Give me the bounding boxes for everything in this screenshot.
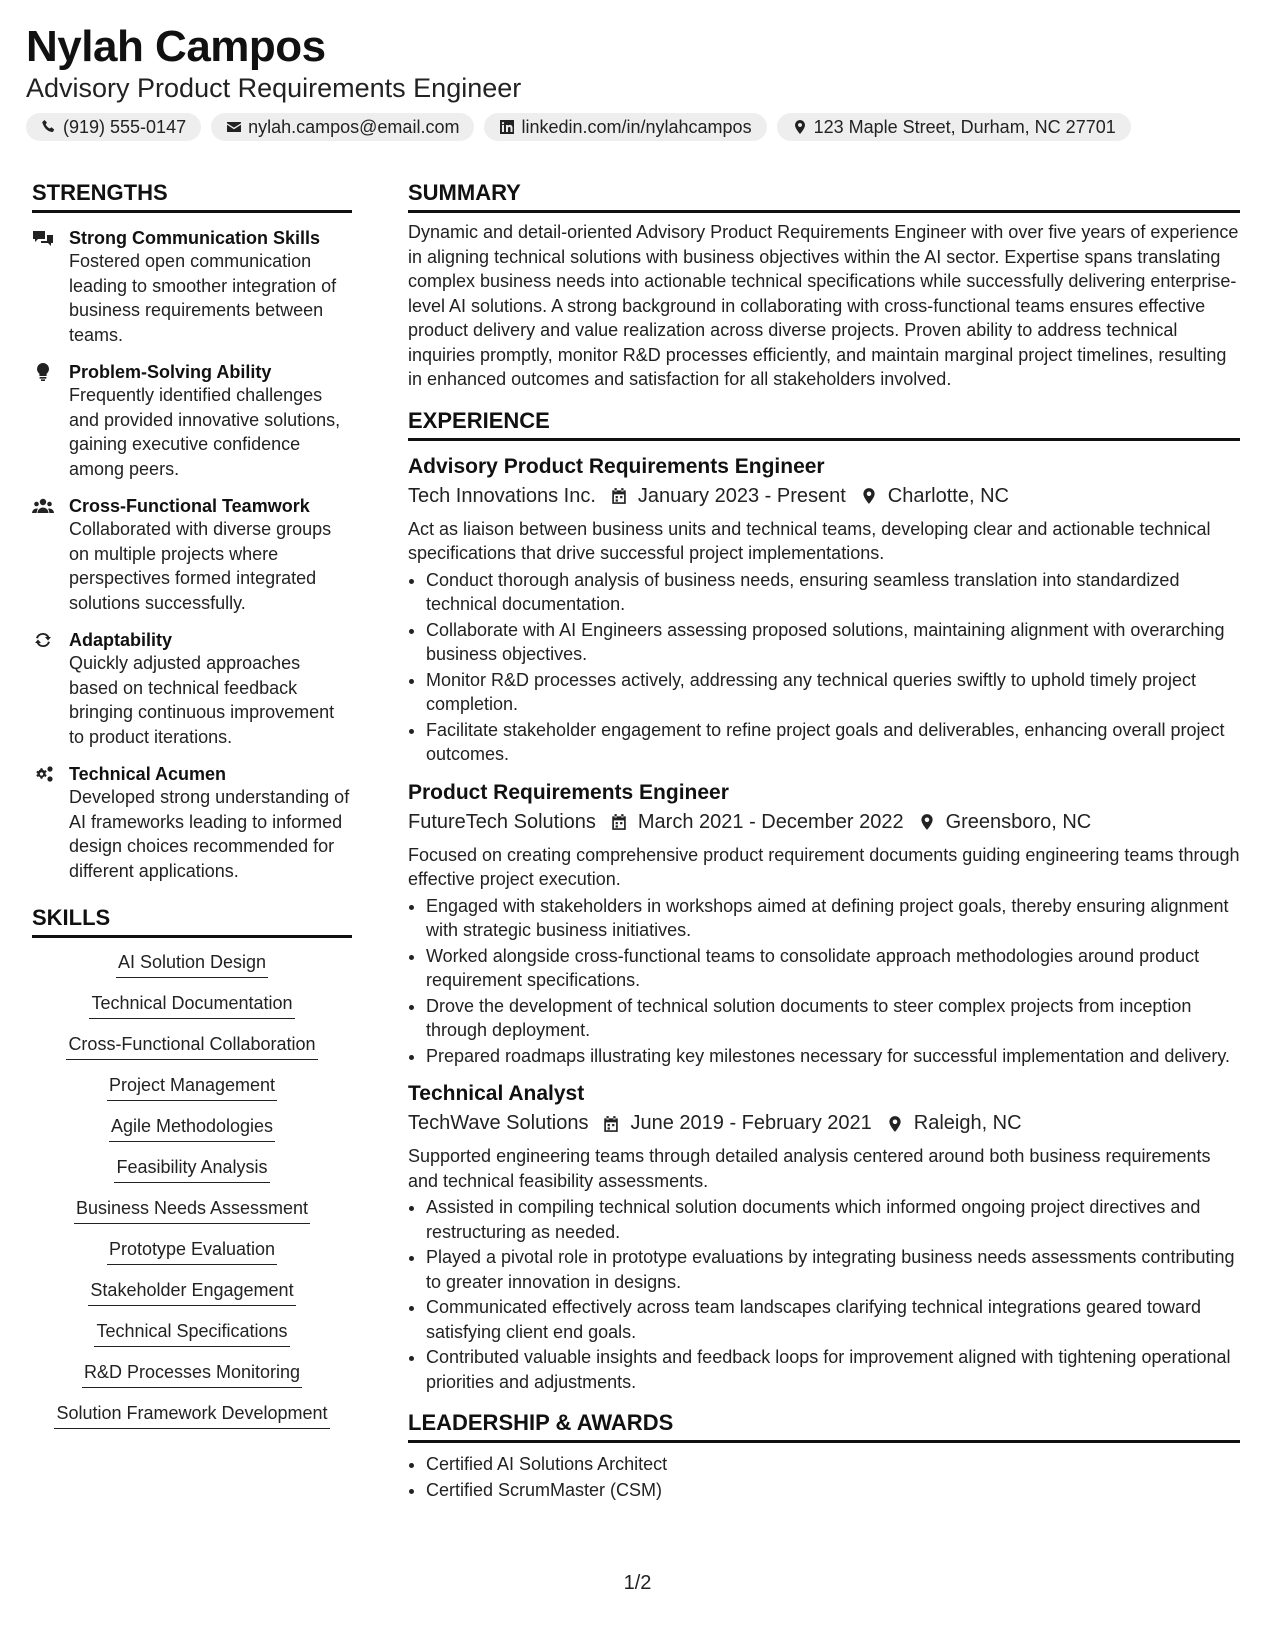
job-bullets [408, 1195, 1240, 1394]
awards-list [408, 1452, 1240, 1502]
job-location: Greensboro, NC [945, 810, 1092, 833]
contact-email-text: nylah.campos@email.com [248, 116, 460, 137]
job-company: TechWave Solutions [408, 1112, 589, 1134]
job-bullet: • Drove the development of technical solution documents to steer complex projects from inception through deployment. [426, 994, 1240, 1043]
strength-title: Technical Acumen [69, 764, 227, 784]
job-dates: March 2021 - December 2022 [637, 810, 904, 833]
cogs-icon [32, 765, 54, 783]
contact-linkedin[interactable] [484, 113, 766, 141]
job-bullets [408, 894, 1240, 1069]
strength-desc: Fostered open communication leading to smoother integration of business requirements between teams. [69, 251, 337, 345]
strength-title: Adaptability [69, 630, 173, 650]
left-column [32, 180, 352, 1444]
strength-desc: Frequently identified challenges and provided innovative solutions, gaining executive confidence among peers. [69, 385, 341, 479]
strength-desc: Quickly adjusted approaches based on technical feedback bringing continuous improvement to product iterations. [69, 653, 335, 747]
contact-phone-text: (919) 555-0147 [63, 116, 187, 137]
skills-list [32, 952, 352, 1429]
job-location: Charlotte, NC [887, 484, 1009, 507]
right-column [408, 180, 1240, 1503]
job-bullet: • Assisted in compiling technical solution documents which informed ongoing project directives and restructuring as needed. [426, 1195, 1240, 1244]
map-pin-icon [792, 119, 808, 135]
skills-heading: SKILLS [32, 905, 352, 938]
job-dates: January 2023 - Present [637, 484, 846, 507]
envelope-icon [226, 119, 242, 135]
skill-item: Technical Specifications [32, 1321, 352, 1347]
summary-text: Dynamic and detail-oriented Advisory Product Requirements Engineer with over five years of experience in aligning technical solutions with business objectives within the AI sector. Expertise spans translating complex business needs into actionable technical specifications while successfully delivering enterprise-level AI solutions. A strong background in collaborating with cross-functional teams ensures effective product delivery and value realization across diverse projects. Proven ability to address technical inquiries promptly, monitor R&D processes efficiently, and maintain marginal project timelines, resulting in enhanced outcomes and satisfaction for all stakeholders involved. [408, 222, 1239, 389]
calendar-icon [610, 813, 628, 831]
page-number: 1/2 [623, 1572, 652, 1594]
job-meta [408, 811, 1240, 834]
phone-icon [41, 119, 57, 135]
job-bullet: • Communicated effectively across team landscapes clarifying technical integrations geared toward satisfying client end goals. [426, 1295, 1240, 1344]
job-bullet: • Worked alongside cross-functional teams to consolidate approach methodologies around product requirement specifications. [426, 944, 1240, 993]
job-bullet: • Facilitate stakeholder engagement to refine project goals and deliverables, enhancing overall project outcomes. [426, 718, 1240, 767]
job-bullet: • Monitor R&D processes actively, addressing any technical queries swiftly to uphold timely project completion. [426, 668, 1240, 717]
summary-heading: SUMMARY [408, 180, 1240, 213]
contact-address-text: 123 Maple Street, Durham, NC 27701 [813, 116, 1116, 137]
strength-item [32, 495, 352, 615]
skill-item: Technical Documentation [32, 993, 352, 1019]
users-icon [32, 497, 54, 515]
job-entry [408, 781, 1240, 1069]
skill-item: R&D Processes Monitoring [32, 1362, 352, 1388]
job-bullet: • Prepared roadmaps illustrating key milestones necessary for successful implementation and delivery. [426, 1044, 1240, 1069]
skill-item: Solution Framework Development [32, 1403, 352, 1429]
job-meta [408, 1112, 1240, 1135]
job-company: Tech Innovations Inc. [408, 484, 596, 507]
strength-item [32, 763, 352, 883]
job-bullet: • Conduct thorough analysis of business needs, ensuring seamless translation into standardized technical documentation. [426, 568, 1240, 617]
candidate-name: Nylah Campos [26, 22, 326, 71]
skill-item: Project Management [32, 1075, 352, 1101]
strength-title: Cross-Functional Teamwork [69, 496, 310, 516]
job-company: FutureTech Solutions [408, 810, 596, 833]
candidate-role: Advisory Product Requirements Engineer [26, 73, 522, 103]
contact-email[interactable] [211, 113, 474, 141]
skill-item: Prototype Evaluation [32, 1239, 352, 1265]
strength-title: Strong Communication Skills [69, 228, 321, 248]
skill-item: AI Solution Design [32, 952, 352, 978]
job-bullets [408, 568, 1240, 767]
map-pin-icon [918, 813, 936, 831]
strength-item [32, 227, 352, 347]
job-title: Product Requirements Engineer [408, 780, 729, 804]
skill-item: Cross-Functional Collaboration [32, 1034, 352, 1060]
skill-item: Agile Methodologies [32, 1116, 352, 1142]
strength-item [32, 361, 352, 481]
skill-item: Feasibility Analysis [32, 1157, 352, 1183]
strength-item [32, 629, 352, 749]
experience-heading: EXPERIENCE [408, 408, 1240, 441]
job-meta [408, 485, 1240, 508]
strengths-heading: STRENGTHS [32, 180, 352, 213]
calendar-icon [602, 1115, 620, 1133]
contact-linkedin-text: linkedin.com/in/nylahcampos [521, 116, 752, 137]
job-title: Technical Analyst [408, 1082, 585, 1105]
linkedin-icon [499, 119, 515, 135]
job-dates: June 2019 - February 2021 [630, 1112, 872, 1134]
award-item: • Certified ScrumMaster (CSM) [426, 1478, 1240, 1503]
job-bullet: • Collaborate with AI Engineers assessing proposed solutions, maintaining alignment with overarching business objectives. [426, 618, 1240, 667]
job-entry [408, 1082, 1240, 1394]
award-item: • Certified AI Solutions Architect [426, 1452, 1240, 1477]
calendar-icon [610, 487, 628, 505]
contact-phone[interactable] [26, 113, 201, 141]
contact-address[interactable] [777, 113, 1131, 141]
job-location: Raleigh, NC [913, 1112, 1022, 1134]
job-title: Advisory Product Requirements Engineer [408, 454, 825, 478]
strength-desc: Developed strong understanding of AI frameworks leading to informed design choices recommended for different applications. [69, 787, 350, 881]
job-entry [408, 455, 1240, 767]
sync-icon [32, 631, 54, 649]
strength-desc: Collaborated with diverse groups on multiple projects where perspectives formed integrated solutions successfully. [69, 519, 332, 613]
skill-item: Business Needs Assessment [32, 1198, 352, 1224]
map-pin-icon [886, 1115, 904, 1133]
job-bullet: • Played a pivotal role in prototype evaluations by integrating business needs assessments contributing to greater innovation in designs. [426, 1245, 1240, 1294]
comments-icon [32, 229, 54, 247]
job-desc: Supported engineering teams through detailed analysis centered around both business requirements and technical feasibility assessments. [408, 1146, 1211, 1191]
job-bullet: • Contributed valuable insights and feedback loops for improvement aligned with tightening operational priorities and adjustments. [426, 1345, 1240, 1394]
map-pin-icon [860, 487, 878, 505]
strength-title: Problem-Solving Ability [69, 362, 272, 382]
lightbulb-icon [32, 363, 54, 381]
job-desc: Act as liaison between business units and technical teams, developing clear and actionable technical specifications that drive successful project implementations. [408, 518, 1211, 563]
job-bullet: • Engaged with stakeholders in workshops aimed at defining project goals, thereby ensuring alignment with strategic business initiatives. [426, 894, 1240, 943]
awards-heading: LEADERSHIP & AWARDS [408, 1410, 1240, 1443]
skill-item: Stakeholder Engagement [32, 1280, 352, 1306]
contact-bar [26, 113, 1131, 141]
job-desc: Focused on creating comprehensive product requirement documents guiding engineering teams through effective project execution. [408, 844, 1240, 889]
